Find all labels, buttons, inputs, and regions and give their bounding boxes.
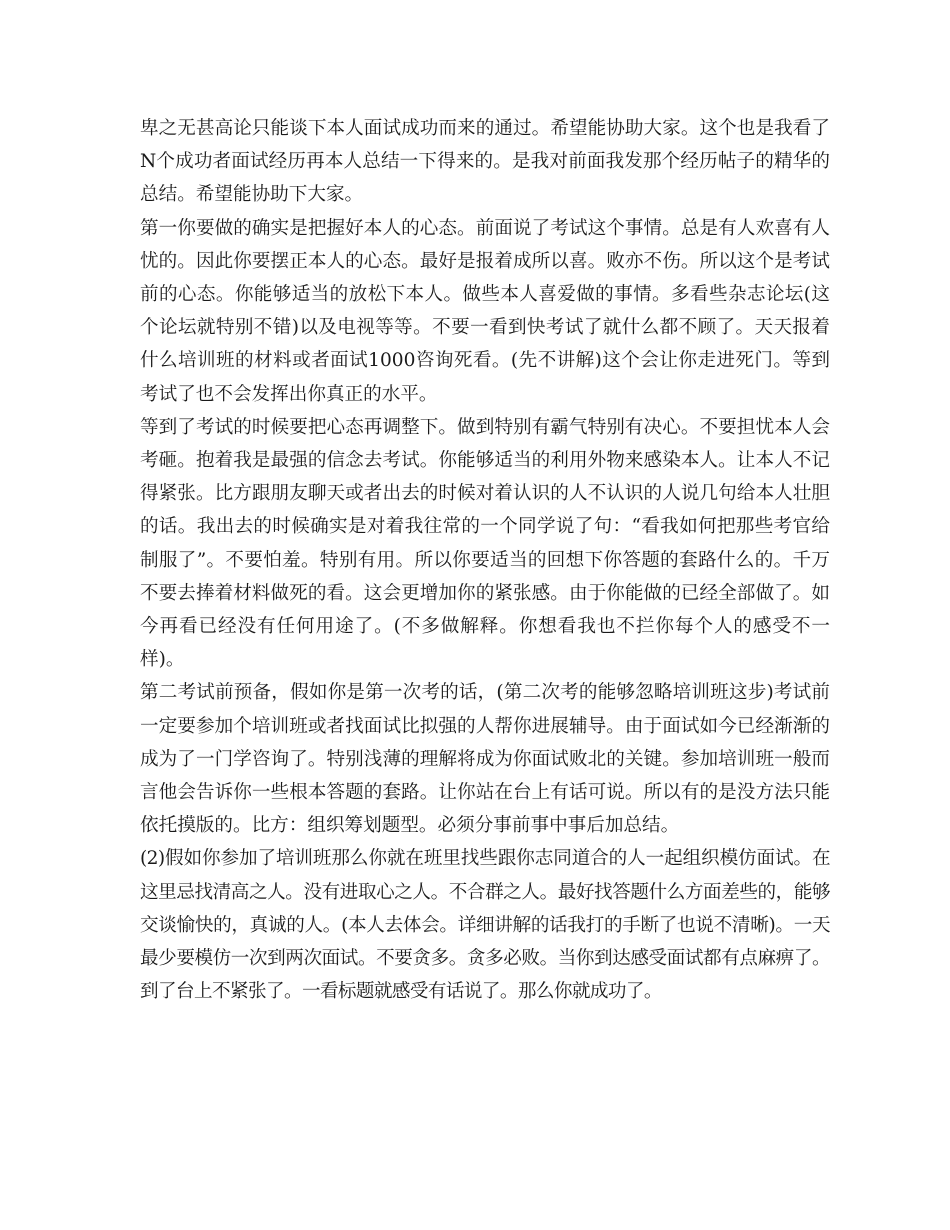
paragraph-exam-day: 等到了考试的时候要把心态再调整下。做到特别有霸气特别有决心。不要担忧本人会考砸。抱着我是最强的信念去考试。你能够适当的利用外物来感染本人。让本人不记得紧张。比方跟朋友聊天或者出去的时候对着认识的人不认识的人说几句给本人壮胆的话。我出去的时候确实是对着我往常的一个同学说了句：“看我如何把那些考官给制服了”。不要怕羞。特别有用。所以你要适当的回想下你答题的套路什么的。千万不要去捧着材料做死的看。这会更增加你的紧张感。由于你能做的已经全部做了。如今再看已经没有任何用途了。(不多做解释。你想看我也不拦你每个人的感受不一样)。 bbox=[140, 416, 830, 671]
document-body bbox=[140, 112, 830, 1008]
paragraph-mindset: 第一你要做的确实是把握好本人的心态。前面说了考试这个事情。总是有人欢喜有人忧的。因此你要摆正本人的心态。最好是报着成所以喜。败亦不伤。所以这个是考试前的心态。你能够适当的放松下本人。做些本人喜爱做的事情。多看些杂志论坛(这个论坛就特别不错)以及电视等等。不要一看到快考试了就什么都不顾了。天天报着什么培训班的材料或者面试1000咨询死看。(先不讲解)这个会让你走进死门。等到考试了也不会发挥出你真正的水平。 bbox=[140, 217, 830, 405]
paragraph-mock-interview: (2)假如你参加了培训班那么你就在班里找些跟你志同道合的人一起组织模仿面试。在这里忌找清高之人。没有进取心之人。不合群之人。最好找答题什么方面差些的，能够交谈愉快的，真诚的人。(本人去体会。详细讲解的话我打的手断了也说不清晰)。一天最少要模仿一次到两次面试。不要贪多。贪多必败。当你到达感受面试都有点麻痹了。到了台上不紧张了。一看标题就感受有话说了。那么你就成功了。 bbox=[140, 848, 830, 1003]
paragraph-preparation: 第二考试前预备，假如你是第一次考的话，(第二次考的能够忽略培训班这步)考试前一定要参加个培训班或者找面试比拟强的人帮你进展辅导。由于面试如今已经渐渐的成为了一门学咨询了。特别浅薄的理解将成为你面试败北的关键。参加培训班一般而言他会告诉你一些根本答题的套路。让你站在台上有话可说。所以有的是没方法只能依托摸版的。比方：组织筹划题型。必须分事前事中事后加总结。 bbox=[140, 682, 830, 837]
paragraph-intro: 卑之无甚高论只能谈下本人面试成功而来的通过。希望能协助大家。这个也是我看了N个成功者面试经历再本人总结一下得来的。是我对前面我发那个经历帖子的精华的总结。希望能协助下大家。 bbox=[140, 118, 830, 206]
